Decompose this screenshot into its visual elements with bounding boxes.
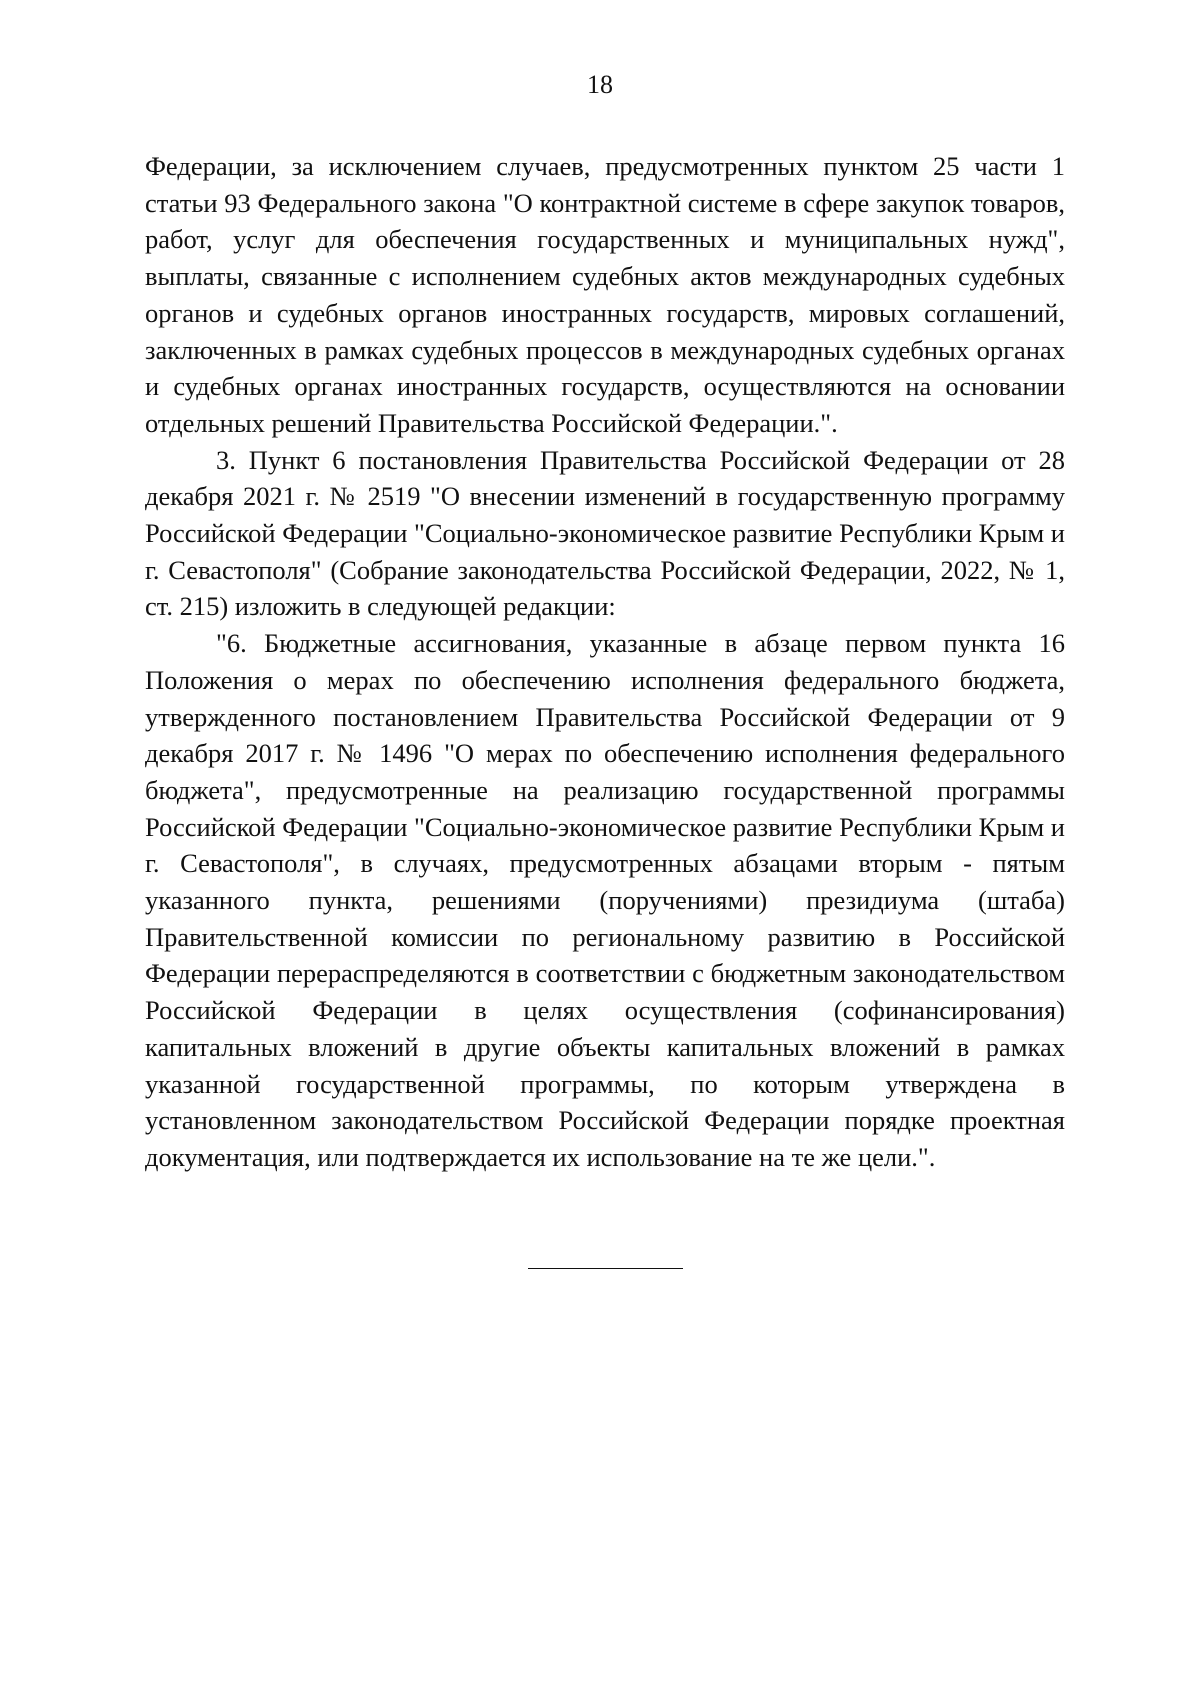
paragraph-item-6-quote: "6. Бюджетные ассигнования, указанные в абзаце первом пункта 16 Положения о мерах по обеспечению исполнения федерального бюджета, утвержденного постановлением Правительства Российской Федерации от 9 декабря 2017 г. № 1496 "О мерах по обеспечению исполнения федерального бюджета", предусмотренные на реализацию государственной программы Российской Федерации "Социально-экономическое развитие Республики Крым и г. Севастополя", в случаях, предусмотренных абзацами вторым - пятым указанного пункта, решениями (поручениями) президиума (штаба) Правительственной комиссии по региональному развитию в Российской Федерации перераспределяются в соответствии с бюджетным законодательством Российской Федерации в целях осуществления (софинансирования) капитальных вложений в другие объекты капитальных вложений в рамках указанной государственной программы, по которым утверждена в установленном законодательством Российской Федерации порядке проектная документация, или подтверждается их использование на те же цели.". [145,628,1065,1172]
paragraph-item-3: 3. Пункт 6 постановления Правительства Российской Федерации от 28 декабря 2021 г. № 2519 "О внесении изменений в государственную программу Российской Федерации "Социально-экономическое развитие Республики Крым и г. Севастополя" (Собрание законодательства Российской Федерации, 2022, № 1, ст. 215) изложить в следующей редакции: [145,444,1065,622]
document-body [145,148,1065,1176]
paragraph-continuation: Федерации, за исключением случаев, предусмотренных пунктом 25 части 1 статьи 93 Федерального закона "О контрактной системе в сфере закупок товаров, работ, услуг для обеспечения государственных и муниципальных нужд", выплаты, связанные с исполнением судебных актов международных судебных органов и судебных органов иностранных государств, мировых соглашений, заключенных в рамках судебных процессов в международных судебных органах и судебных органах иностранных государств, осуществляются на основании отдельных решений Правительства Российской Федерации.". [145,151,1065,438]
end-divider-line [528,1268,683,1269]
page-number: 18 [587,70,613,99]
